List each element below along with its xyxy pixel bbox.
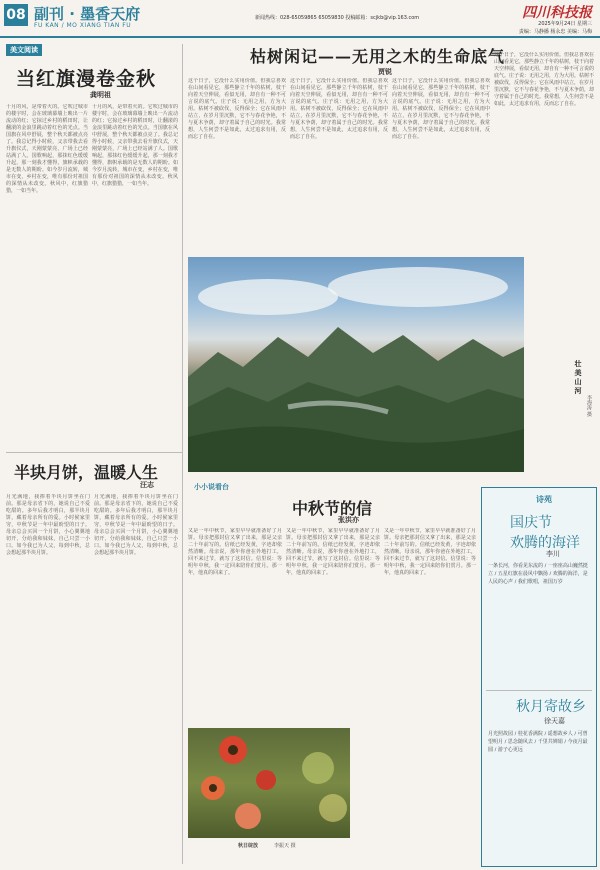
article-title-4: 中秋节的信	[292, 499, 373, 518]
poem-title-2: 秋月寄故乡	[516, 699, 586, 715]
article-author-4: 张洪亦	[338, 516, 359, 524]
article-body-2d: 这个日子，它没什么实用价值。但我总喜欢在山间看见它，那些静立千年的枯树，枝干向着天空伸展，看似无用，却自有一种不可言说的底气。庄子说：无用之用，方为大用。枯树不被砍伐，反得保全；它在风雨中站立，在岁月里沉默，它不与春花争艳，不与夏木争荫，却守着属于自己的时光。我常想，人生何尝不是如此，太过追求有用，反而忘了自在。	[494, 52, 594, 107]
poetry-tag: 诗苑	[536, 495, 552, 504]
flower-image	[188, 728, 350, 838]
article-body-2c: 这个日子，它没什么实用价值。但我总喜欢在山间看见它，那些静立千年的枯树，枝干向着天空伸展，看似无用，却自有一种不可言说的底气。庄子说：无用之用，方为大用。枯树不被砍伐，反得保全；它在风雨中站立，在岁月里沉默，它不与春花争艳，不与夏木争荫，却守着属于自己的时光。我常想，人生何尝不是如此，太过追求有用，反而忘了自在。	[392, 78, 490, 140]
article-body-2b: 这个日子，它没什么实用价值。但我总喜欢在山间看见它，那些静立千年的枯树，枝干向着天空伸展，看似无用，却自有一种不可言说的底气。庄子说：无用之用，方为大用。枯树不被砍伐，反得保全；它在风雨中站立，在岁月里沉默，它不与春花争艳，不与夏木争荫，却守着属于自己的时光。我常想，人生何尝不是如此，太过追求有用，反而忘了自在。	[290, 78, 388, 140]
section-divider	[6, 452, 182, 453]
photo-caption: 壮美山河	[574, 360, 582, 396]
section-title: 副刊 · 墨香天府	[34, 5, 141, 23]
column-tag-essays: 美文阅读	[6, 44, 42, 56]
article-body-4a: 又是一年中秋节，家里早早就准备好了月饼。母亲把那封信又拿了出来，那是父亲二十年前写的。信纸已经发黄，字迹却依然清晰。母亲说，那年你爸在外地打工，回不来过节，就写了这封信。信里说：等明年中秋，我一定回来陪你们赏月。那一年，他真的回来了。	[188, 528, 282, 576]
article-title-3: 半块月饼，温暖人生	[14, 463, 159, 482]
article-body: 十月的风，是带着火的。它吹过城市的楼宇时，会在玻璃幕墙上映出一片流动的红；它掠过乡村的稻田时，让翻滚的金浪里跳动着红色的光点。当国旗在风中舒展，整个秋天都被点亮了。我总记得小时候，父亲带我去看升旗仪式，天刚蒙蒙亮，广场上已经站满了人。国歌响起，那抹红色缓缓升起，那一刻我才懂得，旗帜承载的是无数人的期盼。如今岁月流转，城市在变，乡村在变，唯有那份对祖国的深情从未改变。秋风中，红旗猎猎，一如当年。	[6, 104, 88, 194]
flower-photo	[188, 728, 350, 838]
article-body-3a: 月光满地，我捧着半块月饼坐在门前。那是母亲省下的，她说自己不爱吃甜的。多年后我才明白，那半块月饼，藏着母亲所有的爱。小时候家里穷，中秋节是一年中最盼望的日子。母亲总会买回一个月饼，小心翼翼地切开，分给我和妹妹，自己只尝一小口。如今我已为人父，每到中秋，总会想起那半块月饼。	[6, 494, 90, 556]
poem-author-2: 徐天嘉	[544, 717, 565, 725]
flower-credit: 李振天 摄	[274, 843, 296, 849]
article-body-4b: 又是一年中秋节，家里早早就准备好了月饼。母亲把那封信又拿了出来，那是父亲二十年前写的。信纸已经发黄，字迹却依然清晰。母亲说，那年你爸在外地打工，回不来过节，就写了这封信。信里说：等明年中秋，我一定回来陪你们赏月。那一年，他真的回来了。	[286, 528, 380, 576]
flower-caption: 秋日绽放	[238, 843, 259, 849]
article-body-3b: 月光满地，我捧着半块月饼坐在门前。那是母亲省下的，她说自己不爱吃甜的。多年后我才明白，那半块月饼，藏着母亲所有的爱。小时候家里穷，中秋节是一年中最盼望的日子。母亲总会买回一个月饼，小心翼翼地切开，分给我和妹妹，自己只尝一小口。如今我已为人父，每到中秋，总会想起那半块月饼。	[94, 494, 178, 556]
article-title-2: 枯树闲记——无用之木的生命底气	[250, 47, 506, 66]
column-tag-story: 小小说看台	[194, 483, 229, 491]
page-number: 08	[4, 4, 28, 26]
editors-line: 责编：马静播 杨永忠 美编：马梅	[518, 29, 592, 35]
poem-text-1: 一条长河，你看见东流的 / 一座座高山巍然挺立 / 五星红旗在晨风中飘扬 / 欢腾的海洋，是人民的心声 / 我们歌唱，祖国万岁	[488, 563, 588, 585]
landscape-photo	[188, 257, 524, 472]
poem-author-1: 李川	[546, 550, 560, 558]
article-title: 当红旗漫卷金秋	[16, 68, 157, 90]
poem-divider	[486, 690, 592, 691]
poem-title-1: 国庆节 欢腾的海洋	[510, 515, 580, 551]
article-author-2: 贾锐	[378, 68, 392, 76]
column-divider	[182, 44, 183, 864]
header-contact-info: 新闻热线：028-65059865 65059830 投稿邮箱：scjkb@vip.163.com	[255, 15, 420, 21]
section-pinyin: FU KAN / MO XIANG TIAN FU	[34, 22, 132, 29]
article-body-2a: 这个日子，它没什么实用价值。但我总喜欢在山间看见它，那些静立千年的枯树，枝干向着天空伸展，看似无用，却自有一种不可言说的底气。庄子说：无用之用，方为大用。枯树不被砍伐，反得保全；它在风雨中站立，在岁月里沉默，它不与春花争艳，不与夏木争荫，却守着属于自己的时光。我常想，人生何尝不是如此，太过追求有用，反而忘了自在。	[188, 78, 286, 140]
article-author: 龚明祖	[90, 91, 111, 99]
newspaper-logo: 四川科技报	[522, 5, 592, 21]
issue-date: 2025年9月24日 星期三	[538, 21, 592, 27]
article-author-3: 汪志	[140, 481, 154, 489]
mountain-landscape-image	[188, 257, 524, 472]
poem-text-2: 月光照故园 / 桂花香满院 / 遥想故乡人 / 可曾望明月 / 思念随风去 / 千里共婵娟 / 今夜月最圆 / 游子心更远	[488, 731, 588, 753]
photo-credit: 李海涛 摄	[586, 395, 592, 417]
article-body-col2: 十月的风，是带着火的。它吹过城市的楼宇时，会在玻璃幕墙上映出一片流动的红；它掠过乡村的稻田时，让翻滚的金浪里跳动着红色的光点。当国旗在风中舒展，整个秋天都被点亮了。我总记得小时候，父亲带我去看升旗仪式，天刚蒙蒙亮，广场上已经站满了人。国歌响起，那抹红色缓缓升起，那一刻我才懂得，旗帜承载的是无数人的期盼。如今岁月流转，城市在变，乡村在变，唯有那份对祖国的深情从未改变。秋风中，红旗猎猎，一如当年。	[92, 104, 178, 187]
page-header	[0, 0, 600, 38]
article-body-4c: 又是一年中秋节，家里早早就准备好了月饼。母亲把那封信又拿了出来，那是父亲二十年前写的。信纸已经发黄，字迹却依然清晰。母亲说，那年你爸在外地打工，回不来过节，就写了这封信。信里说：等明年中秋，我一定回来陪你们赏月。那一年，他真的回来了。	[384, 528, 476, 576]
